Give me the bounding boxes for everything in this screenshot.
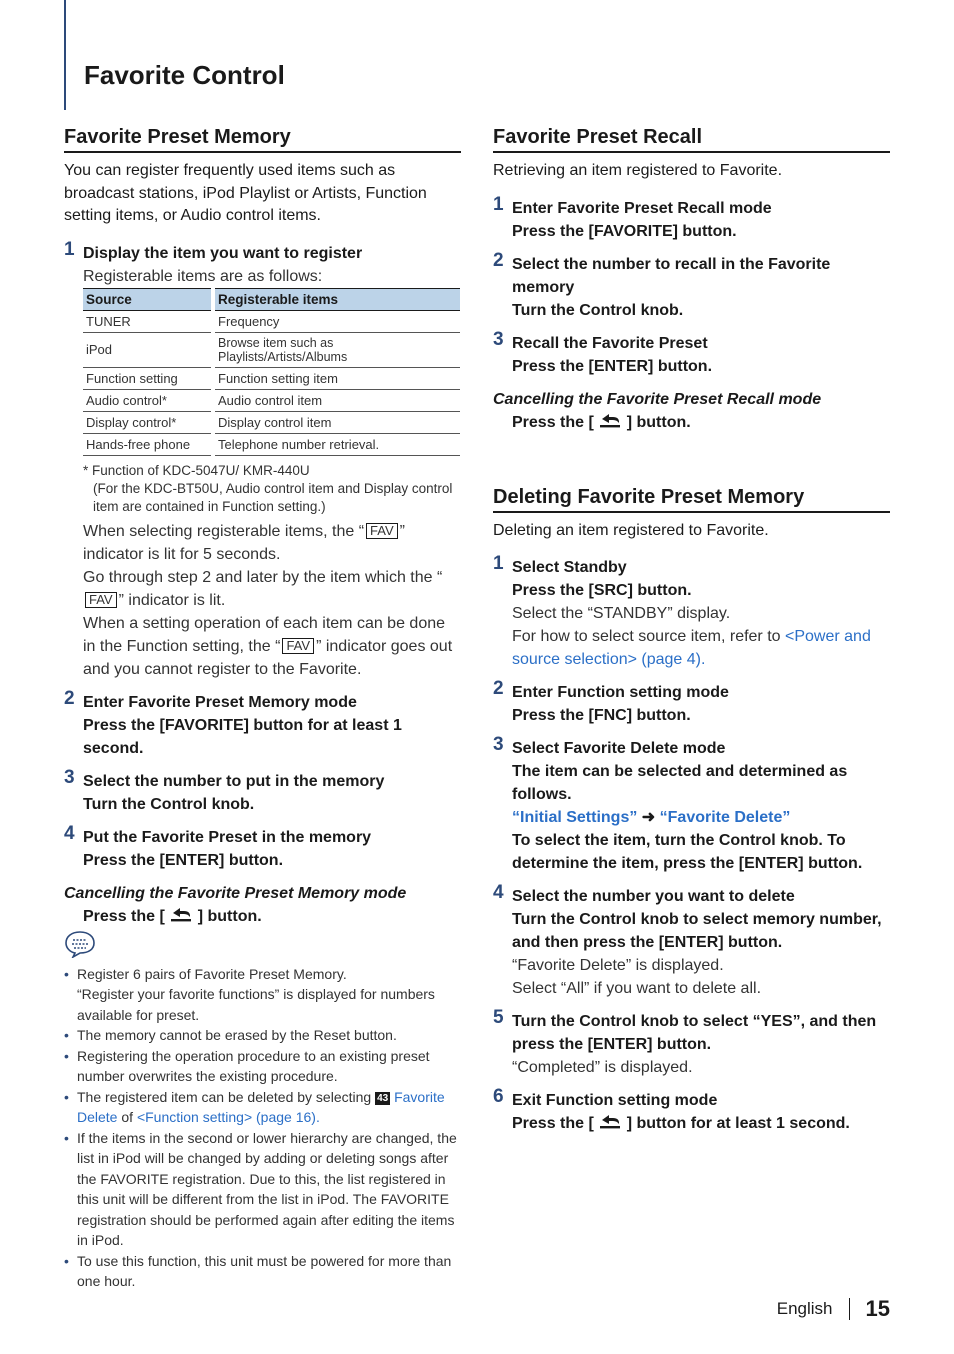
- favorite-delete-link[interactable]: Favorite Delete: [77, 1088, 445, 1125]
- fav-indicator: FAV: [85, 592, 117, 608]
- delete-step-6: [493, 1086, 890, 1135]
- step-number: 3: [493, 328, 504, 350]
- table-cell: Frequency: [215, 311, 460, 333]
- paragraph-text: When selecting registerable items, the “: [83, 522, 365, 540]
- table-cell: Audio control item: [215, 390, 460, 412]
- step-action: [512, 1112, 890, 1135]
- table-row: [83, 368, 460, 390]
- step-action: The item can be selected and determined as follows.: [512, 763, 848, 803]
- footnote-subtext: (For the KDC-BT50U, Audio control item and Display control item are contained in Function setting.): [93, 480, 453, 514]
- right-column: [493, 126, 890, 1145]
- memory-cancel-action: [64, 905, 461, 928]
- step-title: Enter Favorite Preset Recall mode: [512, 199, 772, 217]
- step-action: Press the [SRC] button.: [512, 582, 692, 599]
- step-number: 1: [64, 238, 75, 260]
- step-title: Recall the Favorite Preset: [512, 334, 708, 352]
- step-action: Press the [ENTER] button.: [512, 357, 713, 375]
- return-icon: [598, 1113, 622, 1131]
- table-row: [83, 390, 460, 412]
- list-item: • Registering the operation procedure to an existing preset number overwrites the existing procedure.: [64, 1046, 461, 1087]
- step-title: Select the number to recall in the Favorite memory: [512, 255, 831, 296]
- return-icon: [169, 906, 193, 924]
- section-heading-memory: Favorite Preset Memory: [64, 126, 461, 153]
- step-title: Select Favorite Delete mode: [512, 740, 726, 757]
- memory-step-2: [64, 687, 461, 760]
- language-label: English: [776, 1299, 833, 1318]
- list-item: • To use this function, this unit must be powered for more than one hour.: [64, 1251, 461, 1292]
- action-text: ] button.: [197, 907, 262, 925]
- fav-paragraph-2: [83, 566, 461, 612]
- step-action: Press the [ENTER] button.: [83, 851, 284, 869]
- step-detail: “Completed” is displayed.: [512, 1059, 693, 1076]
- menu-ref-badge: 43: [377, 1092, 389, 1104]
- action-text: Press the [: [83, 907, 165, 925]
- table-cell: Hands-free phone: [83, 434, 211, 456]
- table-footnote: [83, 462, 461, 516]
- step-action: Press the [FAVORITE] button for at least 1 second.: [83, 716, 402, 757]
- fav-paragraph-3: [83, 612, 461, 681]
- fav-paragraph-1: [83, 520, 461, 566]
- step-number: 3: [493, 734, 504, 755]
- favorite-delete-link[interactable]: “Favorite Delete”: [659, 809, 791, 826]
- step-title: Display the item you want to register: [83, 244, 363, 262]
- footer-divider: [849, 1298, 850, 1320]
- table-cell: Display control*: [83, 412, 211, 434]
- step-number: 4: [493, 882, 504, 903]
- recall-step-2: [493, 249, 890, 322]
- section-heading-recall: Favorite Preset Recall: [493, 126, 890, 153]
- step-detail: Select the “STANDBY” display.: [512, 605, 731, 622]
- fav-indicator: FAV: [366, 523, 398, 539]
- step-action: To select the item, turn the Control knob. To determine the item, press the [ENTER] button.: [512, 832, 863, 872]
- step-title: Select Standby: [512, 559, 627, 576]
- table-cell: Display control item: [215, 412, 460, 434]
- step-action: Press the [FAVORITE] button.: [512, 222, 737, 240]
- action-text: Press the [: [512, 413, 594, 431]
- delete-step-1: [493, 553, 890, 671]
- paragraph-text: When a setting operation of each item can be done in the Function setting, the “: [83, 614, 446, 655]
- registerable-items-table: [79, 288, 464, 456]
- step-number: 2: [493, 678, 504, 699]
- list-item: • The memory cannot be erased by the Reset button.: [64, 1025, 461, 1046]
- notes-list: [64, 964, 461, 1292]
- step-detail: Registerable items are as follows:: [83, 267, 323, 285]
- delete-step-2: [493, 678, 890, 727]
- table-cell: Browse item such as Playlists/Artists/Albums: [215, 333, 460, 368]
- step-detail: [512, 625, 890, 671]
- power-source-link[interactable]: <Power and source selection> (page 4).: [512, 628, 871, 668]
- table-row: [83, 434, 460, 456]
- footnote-text: * Function of KDC-5047U/ KMR-440U: [83, 462, 310, 478]
- table-cell: TUNER: [83, 311, 211, 333]
- recall-cancel-heading: Cancelling the Favorite Preset Recall mode: [493, 390, 822, 408]
- action-text: Press the [: [512, 1115, 594, 1132]
- note-text: “Register your favorite functions” is displayed for numbers available for preset.: [77, 986, 435, 1023]
- step-number: 6: [493, 1086, 504, 1107]
- return-icon: [598, 412, 622, 430]
- step-number: 5: [493, 1007, 504, 1028]
- note-text: Register 6 pairs of Favorite Preset Memory.: [77, 965, 347, 982]
- delete-step-4: [493, 882, 890, 1000]
- step-number: 2: [493, 249, 504, 271]
- step-number: 1: [493, 193, 504, 215]
- memory-step-3: [64, 766, 461, 816]
- delete-intro: Deleting an item registered to Favorite.: [493, 521, 769, 539]
- list-item: [64, 964, 461, 1026]
- step-title: Select the number to put in the memory: [83, 772, 385, 790]
- memory-intro: You can register frequently used items such as broadcast stations, iPod Playlist or Artists, Function setting items, or Audio control items.: [64, 162, 427, 224]
- recall-step-3: [493, 328, 890, 378]
- recall-intro: Retrieving an item registered to Favorite.: [493, 162, 783, 179]
- left-column: [64, 126, 461, 1292]
- step-action: Turn the Control knob.: [512, 301, 684, 319]
- note-text: The registered item can be deleted by selecting: [77, 1088, 372, 1105]
- table-cell: Audio control*: [83, 390, 211, 412]
- note-icon: [64, 930, 96, 958]
- function-setting-link[interactable]: <Function setting> (page 16).: [136, 1109, 320, 1125]
- step-title: Turn the Control knob to select “YES”, and then press the [ENTER] button.: [512, 1013, 877, 1053]
- list-item: • If the items in the second or lower hierarchy are changed, the list in iPod will be changed by adding or deleting songs after the FAVORITE registration. Due to this, the list registered in this unit will be different from the list in iPod. The FAVORITE registration should be performed again after editing the items in iPod.: [64, 1128, 461, 1251]
- table-row: [83, 412, 460, 434]
- step-action: Turn the Control knob to select memory number, and then press the [ENTER] button.: [512, 911, 882, 951]
- step-title: Exit Function setting mode: [512, 1092, 718, 1109]
- step-detail: “Favorite Delete” is displayed.: [512, 957, 724, 974]
- step-title: Enter Function setting mode: [512, 684, 729, 701]
- menu-path: [512, 806, 890, 829]
- step-action: Turn the Control knob.: [83, 795, 255, 813]
- table-cell: Telephone number retrieval.: [215, 434, 460, 456]
- paragraph-text: ” indicator goes out and you cannot register to the Favorite.: [83, 637, 453, 678]
- step-title: Select the number you want to delete: [512, 888, 795, 905]
- recall-step-1: [493, 193, 890, 243]
- action-text: ] button.: [626, 413, 691, 431]
- initial-settings-link[interactable]: “Initial Settings”: [512, 809, 638, 826]
- page-footer: [777, 1296, 890, 1322]
- table-header-source: Source: [83, 288, 211, 311]
- note-text: of: [121, 1109, 134, 1125]
- table-row: [83, 333, 460, 368]
- table-cell: iPod: [83, 333, 211, 368]
- step-number: 1: [493, 553, 504, 574]
- header-accent-line: [64, 0, 66, 110]
- step-number: 2: [64, 687, 75, 709]
- memory-step-1: [64, 238, 461, 681]
- step-number: 3: [64, 766, 75, 788]
- step-number: 4: [64, 822, 75, 844]
- table-header-items: Registerable items: [215, 288, 460, 311]
- detail-text: For how to select source item, refer to: [512, 628, 781, 645]
- memory-cancel-heading: Cancelling the Favorite Preset Memory mode: [64, 884, 407, 902]
- table-cell: Function setting item: [215, 368, 460, 390]
- arrow-right-icon: ➜: [641, 809, 656, 826]
- memory-step-4: [64, 822, 461, 872]
- step-title: Enter Favorite Preset Memory mode: [83, 693, 357, 711]
- page-number: 15: [865, 1296, 890, 1321]
- delete-step-3: [493, 734, 890, 875]
- table-cell: Function setting: [83, 368, 211, 390]
- section-heading-delete: Deleting Favorite Preset Memory: [493, 486, 890, 513]
- step-detail: Select “All” if you want to delete all.: [512, 980, 762, 997]
- paragraph-text: ” indicator is lit for 5 seconds.: [83, 522, 405, 563]
- page-title: Favorite Control: [84, 60, 285, 90]
- recall-cancel-action: [493, 411, 890, 434]
- action-text: ] button for at least 1 second.: [626, 1115, 850, 1132]
- delete-step-5: [493, 1007, 890, 1079]
- paragraph-text: ” indicator is lit.: [118, 591, 226, 609]
- table-row: [83, 311, 460, 333]
- step-title: Put the Favorite Preset in the memory: [83, 828, 372, 846]
- fav-indicator: FAV: [282, 638, 314, 654]
- paragraph-text: Go through step 2 and later by the item which the “: [83, 568, 443, 586]
- list-item: [64, 1087, 461, 1128]
- step-action: Press the [FNC] button.: [512, 707, 691, 724]
